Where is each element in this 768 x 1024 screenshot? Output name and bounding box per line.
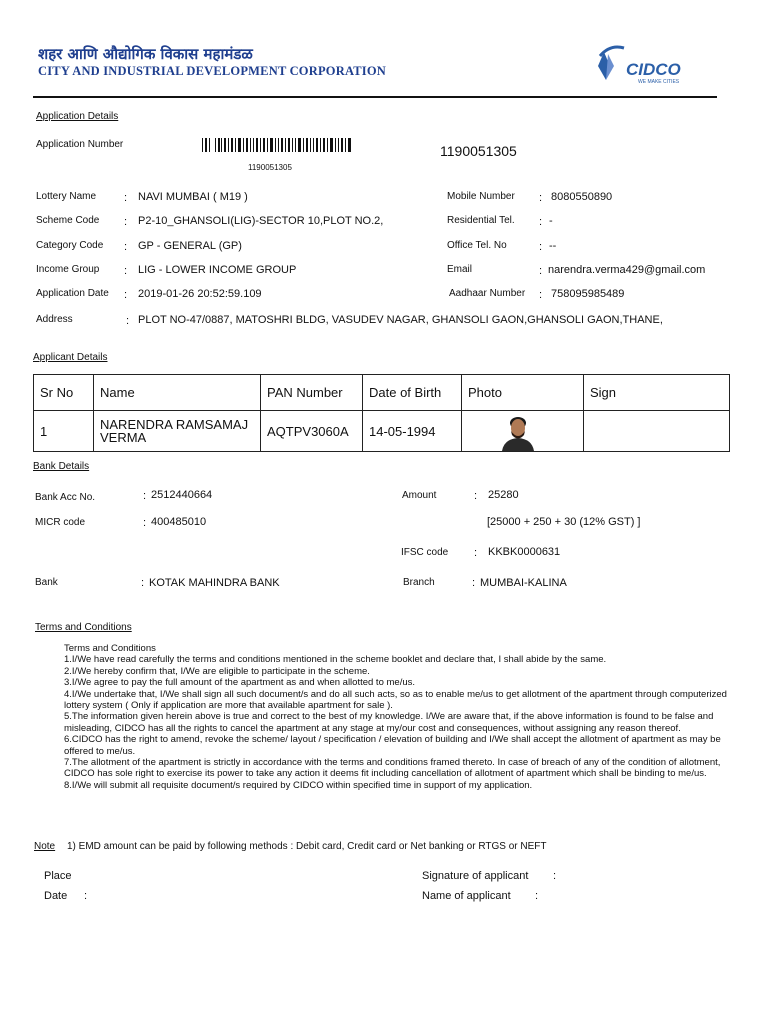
sr-no-cell: 1: [34, 411, 94, 452]
colon: :: [474, 490, 478, 502]
address-label: Address: [36, 314, 73, 325]
colon: :: [124, 265, 128, 277]
residential-tel-label: Residential Tel.: [447, 215, 515, 226]
person-photo-icon: [498, 411, 538, 451]
terms-item: 6.CIDCO has the right to amend, revoke the scheme/ layout / specification / elevation of building and I/We shall accept the allotment of apartment as may be offered to me/us.: [64, 734, 721, 757]
terms-heading: Terms and Conditions: [35, 622, 132, 633]
office-tel-value: --: [549, 240, 557, 252]
dob-cell: 14-05-1994: [363, 411, 462, 452]
income-group-label: Income Group: [36, 264, 100, 275]
terms-item: 2.I/We hereby confirm that, I/We are eligible to participate in the scheme.: [64, 665, 370, 677]
barcode-caption: 1190051305: [248, 163, 292, 172]
amount-breakup: [25000 + 250 + 30 (12% GST) ]: [487, 516, 641, 528]
branch-label: Branch: [403, 577, 435, 588]
colon: :: [539, 241, 543, 253]
branch-value: MUMBAI-KALINA: [480, 577, 567, 589]
applicant-table: [33, 374, 730, 452]
micr-code-value: 400485010: [151, 516, 207, 528]
colon: :: [535, 890, 539, 902]
aadhaar-number-label: Aadhaar Number: [449, 288, 526, 299]
logo-text: CIDCO: [626, 60, 681, 79]
name-of-applicant-label: Name of applicant: [422, 890, 511, 902]
terms-item: 1.I/We have read carefully the terms and conditions mentioned in the scheme booklet and declare that, I shall abide by the same.: [64, 654, 607, 666]
table-row: [34, 411, 730, 452]
application-details-heading: Application Details: [36, 111, 119, 122]
ifsc-code-value: KKBK0000631: [488, 546, 561, 558]
residential-tel-value: -: [549, 215, 553, 227]
colon: :: [539, 216, 543, 228]
application-date-label: Application Date: [36, 288, 109, 299]
colon: :: [124, 192, 128, 204]
terms-item: 3.I/We agree to pay the full amount of the apartment as and when allotted to me/us.: [64, 677, 416, 689]
applicant-details-heading: Applicant Details: [33, 352, 108, 363]
office-tel-label: Office Tel. No: [447, 240, 507, 251]
table-header-row: [34, 375, 730, 411]
application-date-value: 2019-01-26 20:52:59.109: [138, 288, 262, 300]
pan-cell: AQTPV3060A: [261, 411, 363, 452]
terms-list: [64, 643, 729, 791]
barcode-icon: [202, 138, 352, 152]
category-code-label: Category Code: [36, 240, 104, 251]
colon: :: [124, 241, 128, 253]
terms-item: 4.I/We undertake that, I/We shall sign all such document/s and do all such acts, so as to enable me/us to get allotment of the apartment through computerized lottery system ( Only if application are more that available apartment for sale ).: [64, 688, 727, 712]
bank-name-value: KOTAK MAHINDRA BANK: [149, 577, 280, 589]
column-header: Name: [94, 375, 261, 411]
application-number-value: 1190051305: [440, 143, 517, 159]
note-label: Note: [34, 841, 56, 852]
terms-item: 5.The information given herein above is true and correct to the best of my knowledge. I/We are aware that, if the above information is found to be false and misleading, CIDCO has all the rights to cancel the apartment at any stage at my/our cost and consequences, without assigning any reason thereof.: [64, 711, 714, 734]
colon: :: [124, 289, 128, 301]
note-text: 1) EMD amount can be paid by following methods : Debit card, Credit card or Net banking or RTGS or NEFT: [67, 841, 547, 852]
address-value: PLOT NO-47/0887, MATOSHRI BLDG, VASUDEV NAGAR, GHANSOLI GAON,GHANSOLI GAON,THANE,: [138, 314, 663, 326]
photo-cell: [462, 411, 584, 452]
colon: :: [84, 890, 88, 902]
colon: :: [472, 577, 476, 589]
colon: :: [124, 216, 128, 228]
aadhaar-number-value: 758095985489: [551, 288, 625, 300]
colon: :: [126, 315, 130, 327]
income-group-value: LIG - LOWER INCOME GROUP: [138, 264, 297, 276]
lottery-name-label: Lottery Name: [36, 191, 97, 202]
name-line-1: NARENDRA RAMSAMAJ: [100, 417, 249, 432]
column-header: PAN Number: [261, 375, 363, 411]
column-header: Sr No: [34, 375, 94, 411]
category-code-value: GP - GENERAL (GP): [138, 240, 242, 252]
column-header: Date of Birth: [363, 375, 462, 411]
header-rule: [33, 96, 717, 98]
colon: :: [539, 192, 543, 204]
signature-of-applicant-label: Signature of applicant: [422, 870, 529, 882]
barcode: [202, 138, 352, 157]
bank-acc-value: 2512440664: [151, 489, 213, 501]
scheme-code-value: P2-10_GHANSOLI(LIG)-SECTOR 10,PLOT NO.2,: [138, 215, 384, 227]
name-line-2: VERMA: [100, 430, 147, 445]
colon: :: [539, 289, 543, 301]
colon: :: [143, 517, 147, 529]
sign-cell: [584, 411, 730, 452]
mobile-number-label: Mobile Number: [447, 191, 515, 202]
column-header: Photo: [462, 375, 584, 411]
email-label: Email: [447, 264, 473, 275]
micr-code-label: MICR code: [35, 517, 86, 528]
application-number-label: Application Number: [36, 139, 124, 150]
name-cell: [94, 411, 261, 452]
bank-label: Bank: [35, 577, 58, 588]
amount-value: 25280: [488, 489, 519, 501]
logo-tagline: WE MAKE CITIES: [638, 79, 680, 85]
terms-item: 7.The allotment of the apartment is strictly in accordance with the terms and conditions framed thereto. In case of breach of any of the condition of allotment, CIDCO has sole right to exercise its power to take any action it deems fit including cancellation of allotment of apartment which shall be binding to me/us.: [64, 757, 721, 780]
place-label: Place: [44, 870, 72, 882]
lottery-name-value: NAVI MUMBAI ( M19 ): [138, 191, 248, 203]
scheme-code-label: Scheme Code: [36, 215, 100, 226]
colon: :: [141, 577, 145, 589]
english-title: CITY AND INDUSTRIAL DEVELOPMENT CORPORATION: [38, 64, 386, 78]
colon: :: [553, 870, 557, 882]
marathi-title: शहर आणि औद्योगिक विकास महामंडळ: [38, 45, 253, 63]
mobile-number-value: 8080550890: [551, 191, 613, 203]
terms-title: Terms and Conditions: [64, 643, 156, 654]
ifsc-code-label: IFSC code: [401, 547, 449, 558]
terms-item: 8.I/We will submit all requisite document/s required by CIDCO within specified time in support of my application.: [64, 779, 533, 791]
colon: :: [474, 547, 478, 559]
cidco-logo: [590, 42, 705, 90]
colon: :: [539, 265, 543, 277]
amount-label: Amount: [402, 490, 437, 501]
date-label: Date: [44, 890, 68, 902]
column-header: Sign: [584, 375, 730, 411]
colon: :: [143, 490, 147, 502]
bank-details-heading: Bank Details: [33, 461, 90, 472]
email-value: narendra.verma429@gmail.com: [548, 264, 706, 276]
bank-acc-label: Bank Acc No.: [35, 492, 96, 503]
